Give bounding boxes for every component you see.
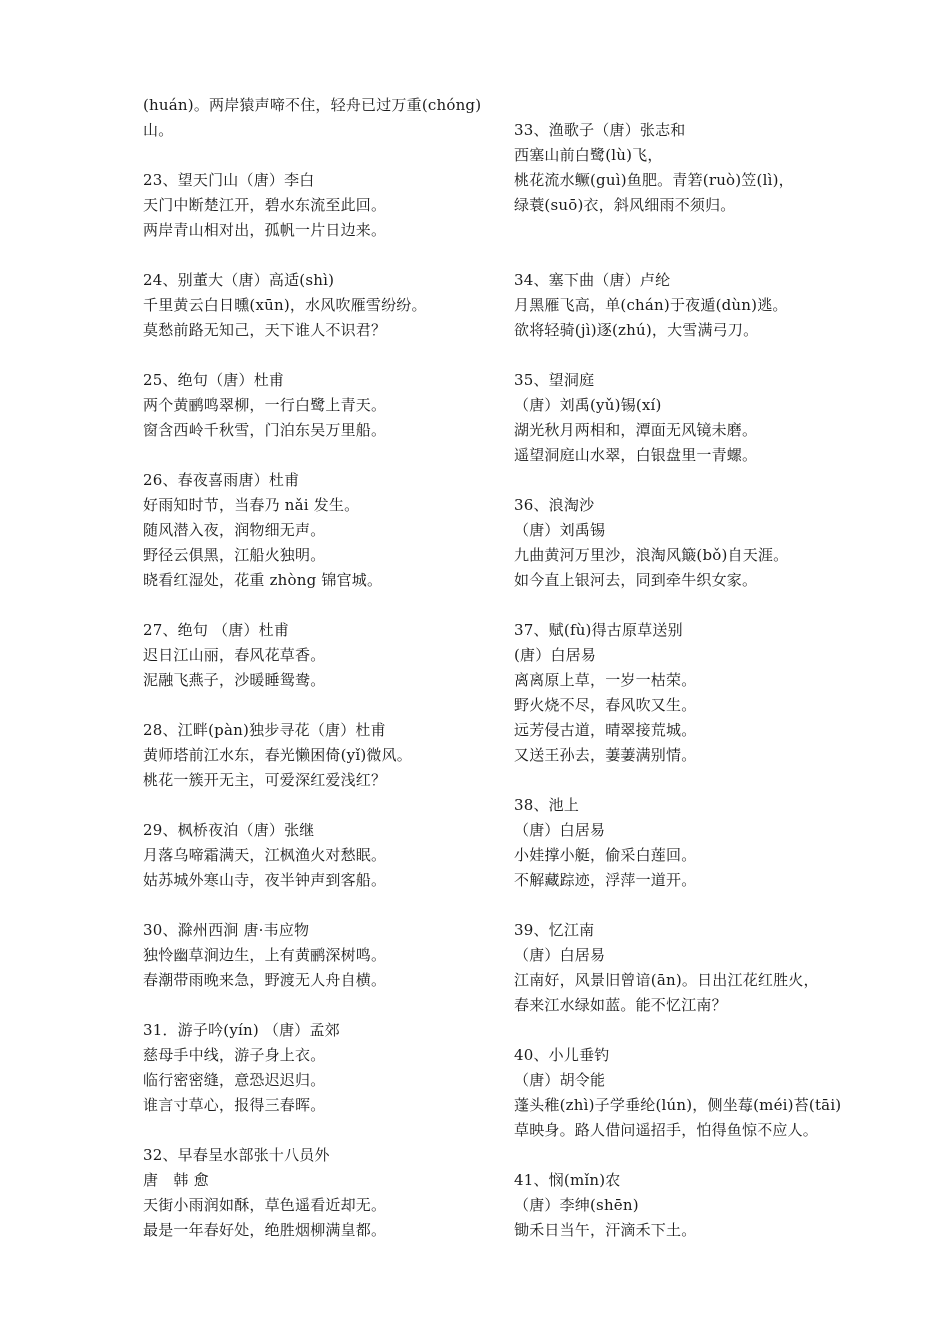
blank-line [514,1018,874,1043]
poem-line: 41、悯(mǐn)农 [514,1171,621,1189]
blank-line [143,993,498,1018]
blank-line [143,593,498,618]
poem-line: 莫愁前路无知己，天下谁人不识君？ [143,321,387,339]
poem-line: 35、望洞庭 [514,371,595,389]
blank-line [143,893,498,918]
poem-line: 好雨知时节，当春乃 nǎi 发生。 [143,496,360,514]
poem-line: 39、忆江南 [514,921,595,939]
poem-line: 蓬头稚(zhì)子学垂纶(lún)，侧坐莓(méi)苔(tāi) [514,1096,842,1114]
poem-line: 迟日江山丽，春风花草香。 [143,646,326,664]
blank-line [514,1143,874,1168]
poem-line: 又送王孙去，萋萋满别情。 [514,746,697,764]
poem-line: （唐）李绅(shēn) [514,1196,639,1214]
poem-line: 慈母手中线，游子身上衣。 [143,1046,326,1064]
poem-line: 春来江水绿如蓝。能不忆江南？ [514,996,727,1014]
poem-line: 25、绝句（唐）杜甫 [143,371,285,389]
poem-line: 桃花一簇开无主，可爱深红爱浅红？ [143,771,387,789]
poem-line: （唐）刘禹锡 [514,521,606,539]
poem-line: 37、赋(fù)得古原草送别 [514,621,683,639]
blank-line [143,243,498,268]
poem-line: 唐 韩 愈 [143,1171,209,1189]
poem-line: （唐）白居易 [514,821,606,839]
poem-line: （唐）刘禹(yǔ)锡(xí) [514,396,662,414]
poem-line: 草映身。路人借问遥招手，怕得鱼惊不应人。 [514,1121,819,1139]
poem-line: 小娃撑小艇，偷采白莲回。 [514,846,697,864]
left-column [143,93,498,1243]
poem-line: 泥融飞燕子，沙暖睡鸳鸯。 [143,671,326,689]
poem-line: 临行密密缝，意恐迟迟归。 [143,1071,326,1089]
poem-line: 29、枫桥夜泊（唐）张继 [143,821,315,839]
blank-line [514,593,874,618]
blank-line [514,93,874,118]
blank-line [514,768,874,793]
poem-line: 西塞山前白鹭(lù)飞， [514,146,663,164]
poem-line: 两岸青山相对出，孤帆一片日边来。 [143,221,387,239]
blank-line [514,468,874,493]
poem-line: 春潮带雨晚来急，野渡无人舟自横。 [143,971,387,989]
poem-line: 24、别董大（唐）高适(shì) [143,271,335,289]
right-column [514,93,874,1243]
poem-line: 如今直上银河去，同到牵牛织女家。 [514,571,758,589]
poem-line: 月黑雁飞高，单(chán)于夜遁(dùn)逃。 [514,296,788,314]
poem-line: 姑苏城外寒山寺，夜半钟声到客船。 [143,871,387,889]
poem-line: 月落乌啼霜满天，江枫渔火对愁眠。 [143,846,387,864]
poem-line: 窗含西岭千秋雪，门泊东吴万里船。 [143,421,387,439]
poem-line: 23、望天门山（唐）李白 [143,171,315,189]
poem-line: （唐）白居易 [514,946,606,964]
poem-line: 野火烧不尽，春风吹又生。 [514,696,697,714]
poem-line: 26、春夜喜雨唐）杜甫 [143,471,300,489]
poem-line: （唐）胡令能 [514,1071,606,1089]
poem-line: 最是一年春好处，绝胜烟柳满皇都。 [143,1221,387,1239]
blank-line [514,343,874,368]
poem-line: 27、绝句 （唐）杜甫 [143,621,290,639]
poem-line: 两个黄鹂鸣翠柳，一行白鹭上青天。 [143,396,387,414]
poem-line: 绿蓑(suō)衣，斜风细雨不须归。 [514,196,736,214]
poem-line: 黄师塔前江水东，春光懒困倚(yǐ)微风。 [143,746,412,764]
poem-line: 千里黄云白日曛(xūn)，水风吹雁雪纷纷。 [143,296,427,314]
poem-line: 34、塞下曲（唐）卢纶 [514,271,671,289]
poem-line: (唐）白居易 [514,646,597,664]
poem-line: 38、池上 [514,796,580,814]
blank-line [143,693,498,718]
poem-line: 桃花流水鳜(guì)鱼肥。青箬(ruò)笠(lì)， [514,171,794,189]
poem-line: 野径云俱黑，江船火独明。 [143,546,326,564]
poem-line: (huán)。两岸猿声啼不住，轻舟已过万重(chóng) [143,96,482,114]
poem-line: 天门中断楚江开，碧水东流至此回。 [143,196,387,214]
blank-line [514,893,874,918]
poem-line: 九曲黄河万里沙，浪淘风簸(bǒ)自天涯。 [514,546,789,564]
poem-line: 遥望洞庭山水翠，白银盘里一青螺。 [514,446,758,464]
poem-line: 不解藏踪迹，浮萍一道开。 [514,871,697,889]
blank-line [143,793,498,818]
poem-line: 江南好，风景旧曾谙(ān)。日出江花红胜火， [514,971,819,989]
poem-line: 欲将轻骑(jì)逐(zhú)，大雪满弓刀。 [514,321,759,339]
poem-line: 随风潜入夜，润物细无声。 [143,521,326,539]
blank-line [143,1118,498,1143]
poem-line: 33、渔歌子（唐）张志和 [514,121,686,139]
poem-line: 31．游子吟(yín) （唐）孟郊 [143,1021,340,1039]
blank-line [143,343,498,368]
poem-line: 天街小雨润如酥，草色遥看近却无。 [143,1196,387,1214]
poem-line: 晓看红湿处，花重 zhòng 锦官城。 [143,571,383,589]
poem-line: 32、早春呈水部张十八员外 [143,1146,330,1164]
poem-line: 30、滁州西涧 唐·韦应物 [143,921,310,939]
blank-line [514,243,874,268]
blank-line [143,443,498,468]
poem-line: 28、江畔(pàn)独步寻花（唐）杜甫 [143,721,386,739]
poem-line: 40、小儿垂钓 [514,1046,610,1064]
blank-line [143,143,498,168]
blank-line [514,218,874,243]
poem-line: 离离原上草，一岁一枯荣。 [514,671,697,689]
poem-line: 远芳侵古道，晴翠接荒城。 [514,721,697,739]
poem-line: 锄禾日当午，汗滴禾下土。 [514,1221,697,1239]
poem-line: 山。 [143,121,174,139]
poem-line: 36、浪淘沙 [514,496,595,514]
poem-line: 湖光秋月两相和，潭面无风镜未磨。 [514,421,758,439]
poem-line: 独怜幽草涧边生，上有黄鹂深树鸣。 [143,946,387,964]
poem-line: 谁言寸草心，报得三春晖。 [143,1096,326,1114]
